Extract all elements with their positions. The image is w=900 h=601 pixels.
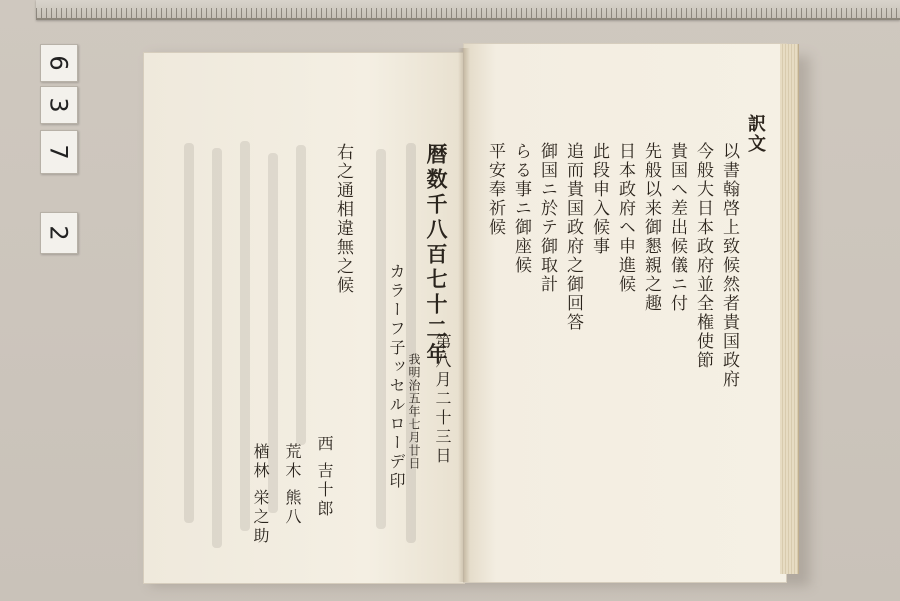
bleed-through-mark (296, 145, 306, 445)
bleed-through-mark (184, 143, 194, 523)
date-note: 我明治五年七月廿日 (407, 353, 421, 470)
ruler-ticks (36, 8, 900, 18)
document-heading: 訳文 (745, 114, 766, 154)
left-page (143, 52, 465, 584)
date-line: 暦数千八百七十二年 (424, 143, 449, 368)
signatory-1: 西 吉十郎 (315, 435, 334, 520)
bleed-through-mark (212, 148, 222, 548)
text-column-7: 追而貴国政府之御回答 (563, 142, 583, 332)
text-column-5: 日本政府ヘ申進候 (615, 142, 635, 294)
specimen-label-3: 7 (40, 130, 78, 174)
bleed-through-mark (240, 141, 250, 531)
text-column-10: 平安奉祈候 (485, 142, 505, 237)
certification-line: 右之通相違無之候 (333, 143, 353, 295)
signatory-3: 楢林 栄之助 (251, 443, 270, 547)
book-gutter (458, 48, 470, 582)
text-column-8: 御国ニ於テ御取計 (537, 142, 557, 294)
measuring-ruler (36, 0, 900, 20)
bleed-through-mark (406, 143, 416, 543)
specimen-label-2: 3 (40, 86, 78, 124)
text-column-6: 此段申入候事 (589, 142, 609, 256)
text-column-2: 今般大日本政府並全権使節 (693, 142, 713, 370)
text-column-9: らる事ニ御座候 (511, 142, 531, 275)
text-column-1: 以書翰啓上致候然者貴国政府 (719, 142, 739, 389)
page-edges (780, 44, 799, 574)
translator-label: カラーフ子ッセルローデ印 (387, 263, 406, 491)
right-page (463, 43, 787, 583)
specimen-label-4: 2 (40, 212, 78, 254)
specimen-label-1: 6 (40, 44, 78, 82)
date-detail: 第八月二十三日 (433, 333, 452, 466)
text-column-4: 先般以来御懇親之趣 (641, 142, 661, 313)
signatory-2: 荒木 熊八 (283, 443, 302, 528)
bleed-through-mark (376, 149, 386, 529)
text-column-3: 貴国へ差出候儀ニ付 (667, 142, 687, 313)
